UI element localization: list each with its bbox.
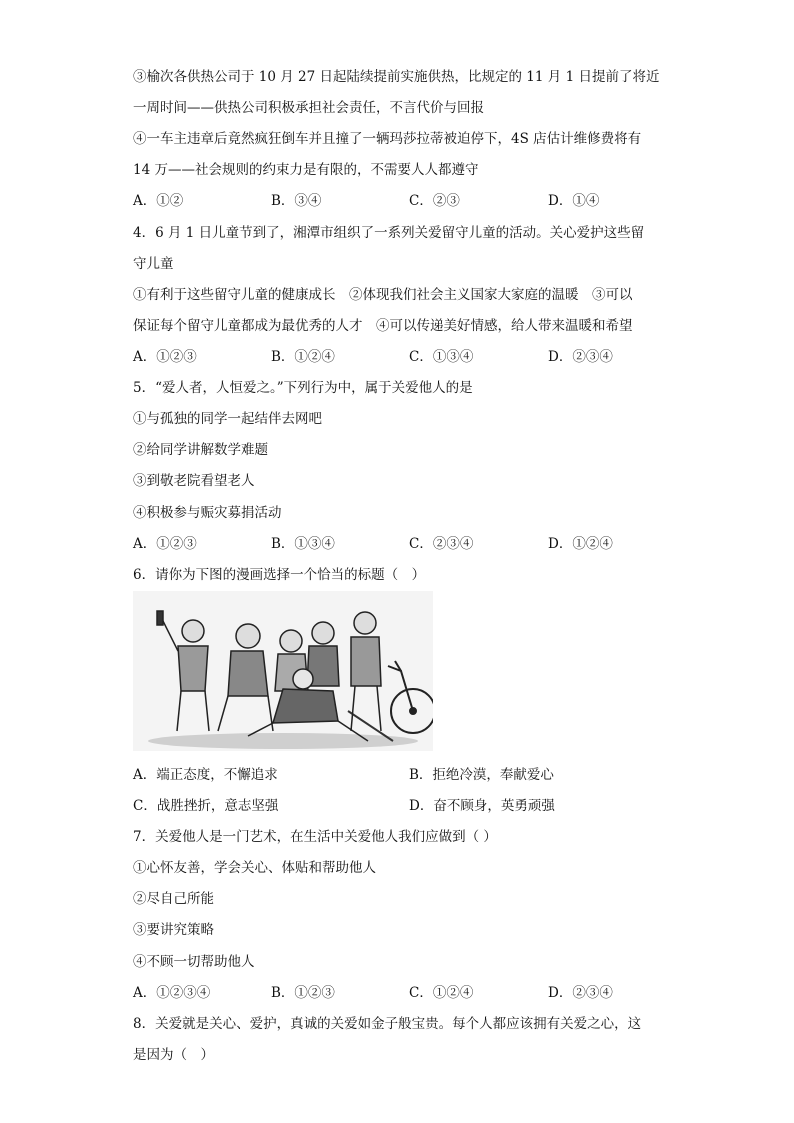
q5-item: ④积极参与赈灾募捐活动 bbox=[133, 505, 282, 521]
option-b[interactable]: B．③④ bbox=[271, 193, 322, 209]
q7-item: ③要讲究策略 bbox=[133, 922, 214, 938]
q3-options bbox=[133, 191, 673, 211]
option-b[interactable]: B．①②④ bbox=[271, 349, 335, 365]
q4-stem: 守儿童 bbox=[133, 256, 174, 272]
option-a[interactable]: A．①②③ bbox=[133, 349, 197, 365]
option-c[interactable]: C．②③④ bbox=[409, 536, 474, 552]
option-c[interactable]: C．①③④ bbox=[409, 349, 474, 365]
option-d[interactable]: D．②③④ bbox=[548, 985, 613, 1001]
q6-options bbox=[133, 796, 673, 816]
q7-stem: 7．关爱他人是一门艺术，在生活中关爱他人我们应做到（ ） bbox=[133, 829, 497, 845]
q7-item: ①心怀友善，学会关心、体贴和帮助他人 bbox=[133, 860, 376, 876]
q5-item: ②给同学讲解数学难题 bbox=[133, 442, 268, 458]
text-line: ③榆次各供热公司于 10 月 27 日起陆续提前实施供热，比规定的 11 月 1 日提前了将近 bbox=[133, 69, 660, 85]
text-line: 一周时间——供热公司积极承担社会责任，不言代价与回报 bbox=[133, 100, 484, 116]
option-b[interactable]: B．拒绝冷漠，奉献爱心 bbox=[409, 767, 554, 783]
q4-options bbox=[133, 347, 673, 367]
option-d[interactable]: D．①②④ bbox=[548, 536, 613, 552]
q7-item: ④不顾一切帮助他人 bbox=[133, 954, 255, 970]
text-line: ④一车主违章后竟然疯狂倒车并且撞了一辆玛莎拉蒂被迫停下，4S 店估计维修费将有 bbox=[133, 131, 642, 147]
option-a[interactable]: A．①② bbox=[133, 193, 184, 209]
q5-options bbox=[133, 534, 673, 554]
q6-options bbox=[133, 765, 673, 785]
q5-stem: 5．“爱人者，人恒爱之。”下列行为中，属于关爱他人的是 bbox=[133, 380, 473, 396]
q5-item: ③到敬老院看望老人 bbox=[133, 473, 255, 489]
cartoon-illustration bbox=[133, 591, 433, 751]
q4-stem: 4．6 月 1 日儿童节到了，湘潭市组织了一系列关爱留守儿童的活动。关心爱护这些留 bbox=[133, 225, 645, 241]
q8-stem: 是因为（ ） bbox=[133, 1047, 214, 1063]
option-d[interactable]: D．②③④ bbox=[548, 349, 613, 365]
q7-item: ②尽自己所能 bbox=[133, 891, 214, 907]
option-d[interactable]: D．①④ bbox=[548, 193, 600, 209]
text-line: 14 万——社会规则的约束力是有限的，不需要人人都遵守 bbox=[133, 162, 479, 178]
q5-item: ①与孤独的同学一起结伴去网吧 bbox=[133, 411, 322, 427]
option-a[interactable]: A．①②③ bbox=[133, 536, 197, 552]
option-c[interactable]: C．战胜挫折，意志坚强 bbox=[133, 798, 279, 814]
q6-stem: 6．请你为下图的漫画选择一个恰当的标题（ ） bbox=[133, 567, 426, 583]
option-a[interactable]: A．①②③④ bbox=[133, 985, 211, 1001]
option-c[interactable]: C．①②④ bbox=[409, 985, 474, 1001]
option-b[interactable]: B．①②③ bbox=[271, 985, 335, 1001]
q4-item: 保证每个留守儿童都成为最优秀的人才 ④可以传递美好情感，给人带来温暖和希望 bbox=[133, 318, 633, 334]
option-a[interactable]: A．端正态度，不懈追求 bbox=[133, 767, 278, 783]
option-d[interactable]: D．奋不顾身，英勇顽强 bbox=[409, 798, 555, 814]
option-c[interactable]: C．②③ bbox=[409, 193, 460, 209]
option-b[interactable]: B．①③④ bbox=[271, 536, 335, 552]
q8-stem: 8．关爱就是关心、爱护，真诚的关爱如金子般宝贵。每个人都应该拥有关爱之心，这 bbox=[133, 1016, 642, 1032]
q7-options bbox=[133, 983, 673, 1003]
q4-item: ①有利于这些留守儿童的健康成长 ②体现我们社会主义国家大家庭的温暖 ③可以 bbox=[133, 287, 633, 303]
